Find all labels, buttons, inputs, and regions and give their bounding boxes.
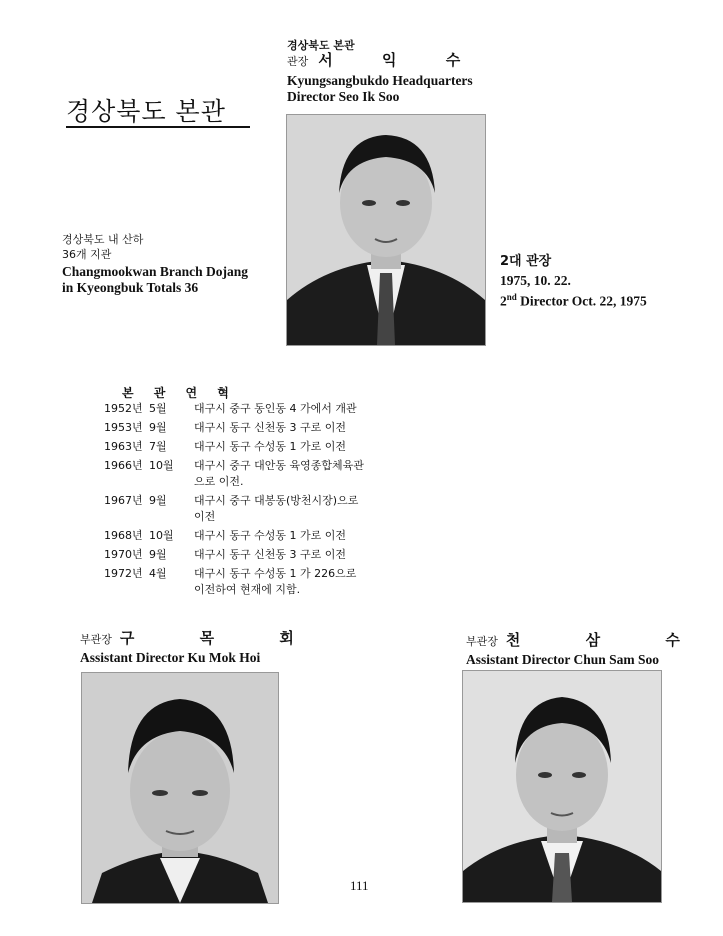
history-year: 1972년	[104, 567, 143, 580]
history-month: 9월	[149, 548, 167, 561]
history-text: 이전	[194, 510, 216, 523]
assistant-chun-name-en: Assistant Director Chun Sam Soo	[466, 652, 660, 667]
history-row	[104, 402, 424, 418]
history-row	[104, 459, 424, 491]
history-month: 10월	[149, 459, 174, 472]
history-month: 5월	[149, 402, 167, 415]
history-row	[104, 567, 424, 599]
history-month: 10월	[149, 529, 174, 542]
branch-line2-ko: 36개 지관	[62, 248, 112, 261]
history-row	[104, 494, 424, 526]
history-text: 대구시 동구 신천동 3 구로 이전	[194, 421, 346, 434]
assistant-ku-caption	[80, 630, 324, 666]
history-year: 1966년	[104, 459, 143, 472]
history-year: 1953년	[104, 421, 143, 434]
history-text: 대구시 동구 수성동 1 가 226으로	[194, 567, 357, 580]
history-year: 1968년	[104, 529, 143, 542]
second-director-title-ko: 2대 관장	[500, 254, 552, 269]
history-month: 9월	[149, 494, 167, 507]
assistant-chun-name-ko: 천 삼 수	[505, 631, 710, 649]
history-text: 대구시 동구 수성동 1 가로 이전	[194, 529, 346, 542]
history-text: 이전하여 현재에 지함.	[194, 583, 301, 596]
history-row	[104, 548, 424, 564]
assistant-chun-ko-line	[466, 632, 710, 650]
history-text: 대구시 동구 수성동 1 가로 이전	[194, 440, 346, 453]
page-title: 경상북도 본관	[66, 97, 226, 126]
page-number: 111	[350, 878, 369, 893]
assistant-ku-name-ko: 구 목 회	[119, 629, 324, 647]
history-year: 1970년	[104, 548, 143, 561]
branch-caption	[62, 232, 248, 296]
assistant-ku-role: 부관장	[80, 633, 112, 646]
history-text: 대구시 중구 대안동 육영종합체육관	[194, 459, 364, 472]
history-year: 1967년	[104, 494, 143, 507]
assistant-chun-portrait-photo	[462, 670, 662, 903]
history-text: 대구시 중구 동인동 4 가에서 개관	[194, 402, 357, 415]
history-row	[104, 529, 424, 545]
history-text: 대구시 중구 대봉동(방천시장)으로	[194, 494, 359, 507]
assistant-chun-caption	[466, 632, 710, 668]
hq-director-ko-line	[287, 53, 482, 69]
history-row	[104, 440, 424, 456]
branch-line1-en: Changmookwan Branch Dojang	[62, 264, 249, 279]
assistant-ku-name-en: Assistant Director Ku Mok Hoi	[80, 650, 261, 665]
director-portrait-photo	[286, 114, 486, 346]
second-director-text: Director Oct. 22, 1975	[516, 293, 647, 309]
history-year: 1963년	[104, 440, 143, 453]
history-month: 9월	[149, 421, 167, 434]
hq-director-ko: 서 익 수	[318, 51, 483, 69]
second-director-caption	[500, 254, 647, 310]
hq-name-en: Kyungsangbukdo Headquarters	[287, 73, 473, 88]
branch-line1-ko: 경상북도 내 산하	[62, 233, 144, 246]
hq-role-ko: 관장	[287, 55, 309, 68]
history-year: 1952년	[104, 402, 143, 415]
history-row	[104, 421, 424, 437]
history-text: 대구시 동구 신천동 3 구로 이전	[194, 548, 346, 561]
history-month: 4월	[149, 567, 167, 580]
title-underline	[66, 126, 250, 128]
portrait-icon	[463, 671, 661, 902]
second-director-en	[500, 289, 647, 310]
branch-line2-en: in Kyeongbuk Totals 36	[62, 280, 199, 295]
history-month: 7월	[149, 440, 167, 453]
portrait-icon	[287, 115, 485, 345]
assistant-ku-portrait-photo	[81, 672, 279, 904]
second-director-date: 1975, 10. 22.	[500, 273, 571, 288]
history-text: 으로 이전.	[194, 475, 244, 488]
hq-director-en: Director Seo Ik Soo	[287, 89, 400, 104]
portrait-icon	[82, 673, 278, 903]
ordinal-number: 2	[500, 293, 507, 309]
assistant-chun-role: 부관장	[466, 635, 498, 648]
hq-name-ko: 경상북도 본관	[287, 39, 355, 52]
assistant-ku-ko-line	[80, 630, 324, 648]
hq-director-caption	[287, 38, 482, 105]
ordinal-suffix: nd	[506, 292, 517, 302]
history-title: 본 관 연 혁	[122, 386, 237, 400]
